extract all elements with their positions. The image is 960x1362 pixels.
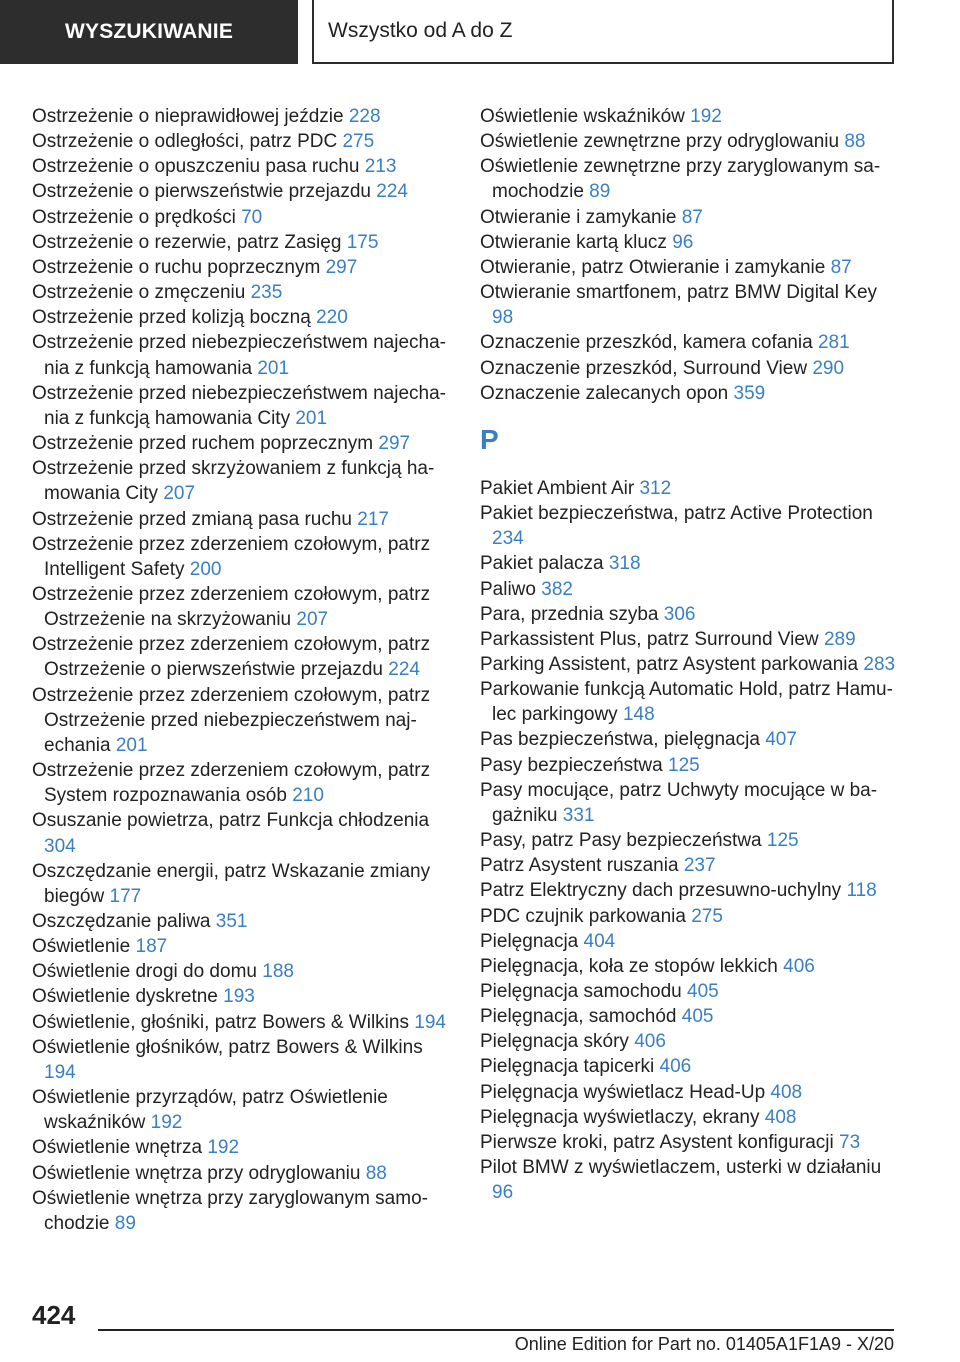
index-entry: [32, 959, 452, 984]
page-link[interactable]: 281: [817, 332, 850, 354]
page-link[interactable]: 87: [681, 206, 703, 228]
page-link[interactable]: 224: [376, 181, 408, 203]
index-entry-text: Ostrzeżenie o rezerwie, patrz Zasięg: [32, 231, 342, 253]
index-entry-text: Oznaczenie zalecanych opon: [480, 382, 729, 404]
index-entry: [480, 577, 900, 602]
index-entry: [480, 954, 900, 979]
index-entry-text: Pielęgnacja tapicerki: [480, 1056, 655, 1078]
index-entry: [480, 330, 900, 355]
page-link[interactable]: 125: [668, 754, 700, 776]
index-entry-text: Patrz Asystent ruszania: [480, 855, 679, 877]
page-link[interactable]: 408: [770, 1081, 803, 1103]
index-entry: [480, 1029, 900, 1054]
index-entry: [32, 507, 452, 532]
footer-edition: Online Edition for Part no. 01405A1F1A9 - X/20: [514, 1334, 894, 1354]
page-link[interactable]: 201: [295, 407, 328, 429]
index-entry-text: Pasy mocujące, patrz Uchwyty mocujące w bagażniku: [480, 779, 878, 826]
index-entry: [32, 1010, 452, 1035]
index-entry: [32, 683, 452, 758]
index-entry-text: Pasy bezpieczeństwa: [480, 754, 663, 776]
index-entry: [480, 727, 900, 752]
page-link[interactable]: 404: [583, 930, 616, 952]
index-entry-text: Oświetlenie wnętrza: [32, 1137, 203, 1159]
index-entry-text: Ostrzeżenie przed kolizją boczną: [32, 307, 311, 329]
page-link[interactable]: 96: [492, 1182, 514, 1204]
index-entry-text: Oznaczenie przeszkód, kamera cofania: [480, 332, 813, 354]
index-entry: [32, 205, 452, 230]
index-entry: [32, 305, 452, 330]
index-entry-text: Patrz Elektryczny dach przesuwno-uchylny: [480, 880, 842, 902]
index-entry: [32, 104, 452, 129]
index-entry: [480, 778, 900, 828]
index-entry-text: Ostrzeżenie o zmęczeniu: [32, 282, 246, 304]
index-entry: [32, 909, 452, 934]
index-entry: [32, 984, 452, 1009]
index-entry-text: Para, przednia szyba: [480, 603, 659, 625]
page-link[interactable]: 382: [541, 578, 573, 600]
index-entry: [480, 677, 900, 727]
page-link[interactable]: 405: [687, 981, 719, 1002]
page-header: [0, 0, 960, 66]
index-entry-text: Oświetlenie głośników, patrz Bowers & Wilkins: [32, 1036, 423, 1058]
page-link[interactable]: 331: [562, 804, 595, 826]
index-entry: [32, 632, 452, 682]
index-entry: [32, 381, 452, 431]
index-entry-text: Ostrzeżenie o opuszczeniu pasa ruchu: [32, 156, 360, 178]
section-letter: P: [480, 423, 499, 455]
index-entry: [480, 104, 900, 129]
page-link[interactable]: 89: [589, 181, 611, 203]
index-entry: [480, 904, 900, 929]
index-entry-text: Ostrzeżenie przez zderzeniem czołowym, patrz Ostrzeżenie przed niebezpieczeństwem najechania: [32, 684, 431, 756]
page-link[interactable]: 192: [207, 1137, 240, 1159]
index-entry-text: Ostrzeżenie przez zderzeniem czołowym, patrz Ostrzeżenie o pierwszeństwie przejazdu: [32, 634, 431, 681]
page-link[interactable]: 207: [163, 483, 196, 505]
index-entry-text: Oświetlenie wnętrza przy odryglowaniu: [32, 1162, 361, 1184]
index-entry: [32, 230, 452, 255]
index-entry: [480, 929, 900, 954]
index-entry: [32, 129, 452, 154]
page-link[interactable]: 193: [223, 986, 255, 1008]
page-link[interactable]: 96: [672, 231, 694, 253]
index-entry: [480, 652, 900, 677]
index-entry-text: Pierwsze kroki, patrz Asystent konfiguracji: [480, 1131, 834, 1153]
index-entry: [480, 1004, 900, 1029]
page-link[interactable]: 194: [44, 1061, 76, 1083]
index-entry-text: Oświetlenie zewnętrzne przy zaryglowanym samochodzie: [480, 156, 881, 203]
index-entry: [480, 1080, 900, 1105]
index-entry-text: Otwieranie, patrz Otwieranie i zamykanie: [480, 256, 826, 278]
page-link[interactable]: 289: [823, 628, 856, 650]
index-entry-text: Pas bezpieczeństwa, pielęgnacja: [480, 729, 760, 751]
index-entry: [32, 1135, 452, 1160]
index-entry-text: Oświetlenie zewnętrzne przy odryglowaniu: [480, 131, 840, 153]
index-entry-text: Ostrzeżenie o prędkości: [32, 206, 236, 228]
index-entry-text: Pielęgnacja, samochód: [480, 1006, 677, 1028]
index-entry: [480, 255, 900, 280]
index-entry: [480, 1155, 900, 1205]
footer-divider: [98, 1329, 894, 1331]
page-link[interactable]: 192: [150, 1112, 183, 1134]
index-entry: [32, 255, 452, 280]
index-entry-text: Oświetlenie drogi do domu: [32, 961, 257, 983]
index-entry-text: Parking Assistent, patrz Asystent parkowania: [480, 653, 859, 675]
index-entry: [480, 1105, 900, 1130]
index-entry: [480, 979, 900, 1004]
index-entry: [480, 1130, 900, 1155]
index-entry-text: Otwieranie smartfonem, patrz BMW Digital Key: [480, 282, 878, 304]
page-link[interactable]: 210: [292, 785, 324, 807]
index-entry-text: Ostrzeżenie przed ruchem poprzecznym: [32, 433, 374, 455]
page-link[interactable]: 188: [262, 961, 294, 983]
page-link[interactable]: 194: [414, 1011, 446, 1033]
page-link[interactable]: 187: [135, 936, 168, 958]
page-link[interactable]: 177: [109, 885, 142, 907]
index-entry: [32, 1085, 452, 1135]
index-entry-text: Pielęgnacja wyświetlacz Head-Up: [480, 1081, 766, 1103]
index-entry: [32, 280, 452, 305]
index-entry: [32, 330, 452, 380]
index-entry: [32, 532, 452, 582]
page-link[interactable]: 235: [250, 282, 283, 304]
index-entry-text: Ostrzeżenie przed niebezpieczeństwem najechania z funkcją hamowania: [32, 332, 446, 379]
page-link[interactable]: 406: [783, 955, 815, 977]
index-entry-text: Pakiet bezpieczeństwa, patrz Active Protection: [480, 503, 873, 525]
page-link[interactable]: 87: [830, 256, 852, 278]
index-entry-text: Oświetlenie wnętrza przy zaryglowanym samochodzie: [32, 1187, 428, 1234]
page-link[interactable]: 192: [690, 106, 722, 127]
page-link[interactable]: 237: [683, 855, 716, 877]
page-link[interactable]: 359: [733, 382, 766, 404]
page-link[interactable]: 88: [365, 1162, 387, 1184]
index-entry-text: Pilot BMW z wyświetlaczem, usterki w działaniu: [480, 1157, 882, 1179]
page-link[interactable]: 201: [257, 357, 290, 379]
page-link[interactable]: 213: [364, 156, 397, 178]
index-entry-text: Otwieranie kartą klucz: [480, 231, 667, 253]
index-entry-text: Ostrzeżenie o ruchu poprzecznym: [32, 256, 321, 278]
index-entry: [32, 431, 452, 456]
section-tab[interactable]: WYSZUKIWANIE: [0, 0, 298, 64]
index-entry-text: Pielęgnacja wyświetlaczy, ekrany: [480, 1106, 760, 1128]
page-link[interactable]: 88: [844, 131, 866, 153]
page-link[interactable]: 297: [378, 433, 411, 455]
page-link[interactable]: 407: [765, 729, 797, 751]
index-entry-text: Ostrzeżenie o odległości, patrz PDC: [32, 131, 338, 153]
index-entry-text: Oszczędzanie paliwa: [32, 911, 211, 932]
index-entry: [480, 154, 900, 204]
index-entry-text: Pakiet palacza: [480, 553, 604, 575]
page-link[interactable]: 351: [215, 911, 248, 932]
index-entry-text: Osuszanie powietrza, patrz Funkcja chłodzenia: [32, 810, 430, 832]
index-entry-text: Oświetlenie przyrządów, patrz Oświetlenie wskaźników: [32, 1087, 388, 1134]
index-column-right: [480, 104, 900, 1205]
page-link[interactable]: 312: [639, 477, 672, 499]
index-entry: [480, 205, 900, 230]
page-link[interactable]: 405: [681, 1006, 714, 1028]
page-link[interactable]: 318: [608, 553, 641, 575]
index-group-p: [480, 476, 900, 1206]
index-entry: [32, 1186, 452, 1236]
index-entry-text: Ostrzeżenie o nieprawidłowej jeździe: [32, 106, 344, 127]
index-entry: [32, 1161, 452, 1186]
page-link[interactable]: 201: [115, 734, 148, 756]
page-link[interactable]: 234: [492, 528, 524, 550]
index-entry-text: Oszczędzanie energii, patrz Wskazanie zmiany biegów: [32, 860, 431, 907]
index-entry: [480, 356, 900, 381]
index-entry-text: Ostrzeżenie o pierwszeństwie przejazdu: [32, 181, 371, 203]
index-entry-text: Oświetlenie: [32, 936, 131, 958]
index-entry: [480, 381, 900, 406]
page-link[interactable]: 228: [348, 106, 381, 127]
index-entry: [32, 1035, 452, 1085]
index-entry-text: Otwieranie i zamykanie: [480, 206, 677, 228]
index-entry: [480, 230, 900, 255]
index-entry: [480, 627, 900, 652]
index-entry-text: Pasy, patrz Pasy bezpieczeństwa: [480, 830, 762, 852]
page-link[interactable]: 275: [691, 905, 723, 927]
page-link[interactable]: 118: [846, 880, 877, 902]
index-entry-text: Ostrzeżenie przez zderzeniem czołowym, patrz System rozpoznawania osób: [32, 760, 431, 807]
chapter-title[interactable]: Wszystko od A do Z: [312, 0, 894, 64]
index-entry: [32, 758, 452, 808]
page-link[interactable]: 304: [44, 835, 76, 857]
page-link[interactable]: 207: [296, 609, 329, 631]
page-link[interactable]: 406: [634, 1031, 666, 1053]
page-link[interactable]: 275: [342, 131, 375, 153]
index-entry-text: Pielęgnacja samochodu: [480, 981, 682, 1002]
page-link[interactable]: 89: [114, 1212, 136, 1234]
index-group-o: [480, 104, 900, 406]
index-entry-text: Oświetlenie wskaźników: [480, 106, 685, 127]
index-entry: [32, 934, 452, 959]
index-entry-text: Parkassistent Plus, patrz Surround View: [480, 628, 819, 650]
index-entry: [480, 551, 900, 576]
page-link[interactable]: 306: [663, 603, 696, 625]
page-link[interactable]: 73: [839, 1131, 861, 1153]
index-entry-text: Pielęgnacja, koła ze stopów lekkich: [480, 955, 778, 977]
index-entry-text: Paliwo: [480, 578, 536, 600]
page-link[interactable]: 70: [241, 206, 263, 228]
index-entry-text: Ostrzeżenie przez zderzeniem czołowym, patrz Ostrzeżenie na skrzyżowaniu: [32, 583, 431, 631]
index-entry: [480, 476, 900, 501]
page-link[interactable]: 125: [766, 830, 799, 852]
index-entry: [480, 878, 900, 903]
index-entry: [32, 456, 452, 506]
index-entry: [480, 602, 900, 627]
index-entry-text: Oświetlenie, głośniki, patrz Bowers & Wilkins: [32, 1011, 409, 1033]
index-entry-text: Pielęgnacja: [480, 930, 579, 952]
index-entry-text: Ostrzeżenie przez zderzeniem czołowym, patrz Intelligent Safety: [32, 533, 431, 580]
index-entry-text: Parkowanie funkcją Automatic Hold, patrz Hamulec parkingowy: [480, 679, 893, 726]
index-entry: [480, 853, 900, 878]
index-entry: [32, 179, 452, 204]
page-link[interactable]: 200: [189, 558, 222, 580]
index-entry-text: PDC czujnik parkowania: [480, 905, 686, 927]
index-entry: [32, 154, 452, 179]
index-entry: [480, 828, 900, 853]
index-entry: [32, 582, 452, 632]
page-link[interactable]: 98: [492, 307, 514, 329]
index-entry-text: Ostrzeżenie przed zmianą pasa ruchu: [32, 508, 352, 530]
page-number: 424: [32, 1300, 76, 1330]
index-entry: [480, 753, 900, 778]
page-link[interactable]: 220: [316, 307, 348, 329]
page-link[interactable]: 290: [812, 357, 845, 379]
index-entry-text: Pielęgnacja skóry: [480, 1031, 629, 1053]
index-entry: [32, 808, 452, 858]
page-link[interactable]: 175: [346, 231, 379, 253]
page-link[interactable]: 224: [388, 659, 420, 681]
page-link[interactable]: 148: [622, 704, 655, 726]
page-link[interactable]: 406: [659, 1056, 692, 1078]
index-column-left: [32, 104, 452, 1236]
page-link[interactable]: 408: [764, 1106, 797, 1128]
index-entry-text: Pakiet Ambient Air: [480, 477, 635, 499]
index-entry: [32, 859, 452, 909]
page-link[interactable]: 217: [357, 508, 389, 530]
index-entry-text: Oświetlenie dyskretne: [32, 986, 218, 1008]
index-entry-text: Oznaczenie przeszkód, Surround View: [480, 357, 808, 379]
page-link[interactable]: 297: [325, 256, 358, 278]
page-link[interactable]: 283: [863, 653, 896, 675]
index-entry: [480, 280, 900, 330]
index-entry: [480, 129, 900, 154]
index-entry-text: Ostrzeżenie przed skrzyżowaniem z funkcją hamowania City: [32, 458, 435, 505]
index-entry-text: Ostrzeżenie przed niebezpieczeństwem najechania z funkcją hamowania City: [32, 382, 446, 429]
index-entry: [480, 1054, 900, 1079]
index-entry: [480, 501, 900, 551]
